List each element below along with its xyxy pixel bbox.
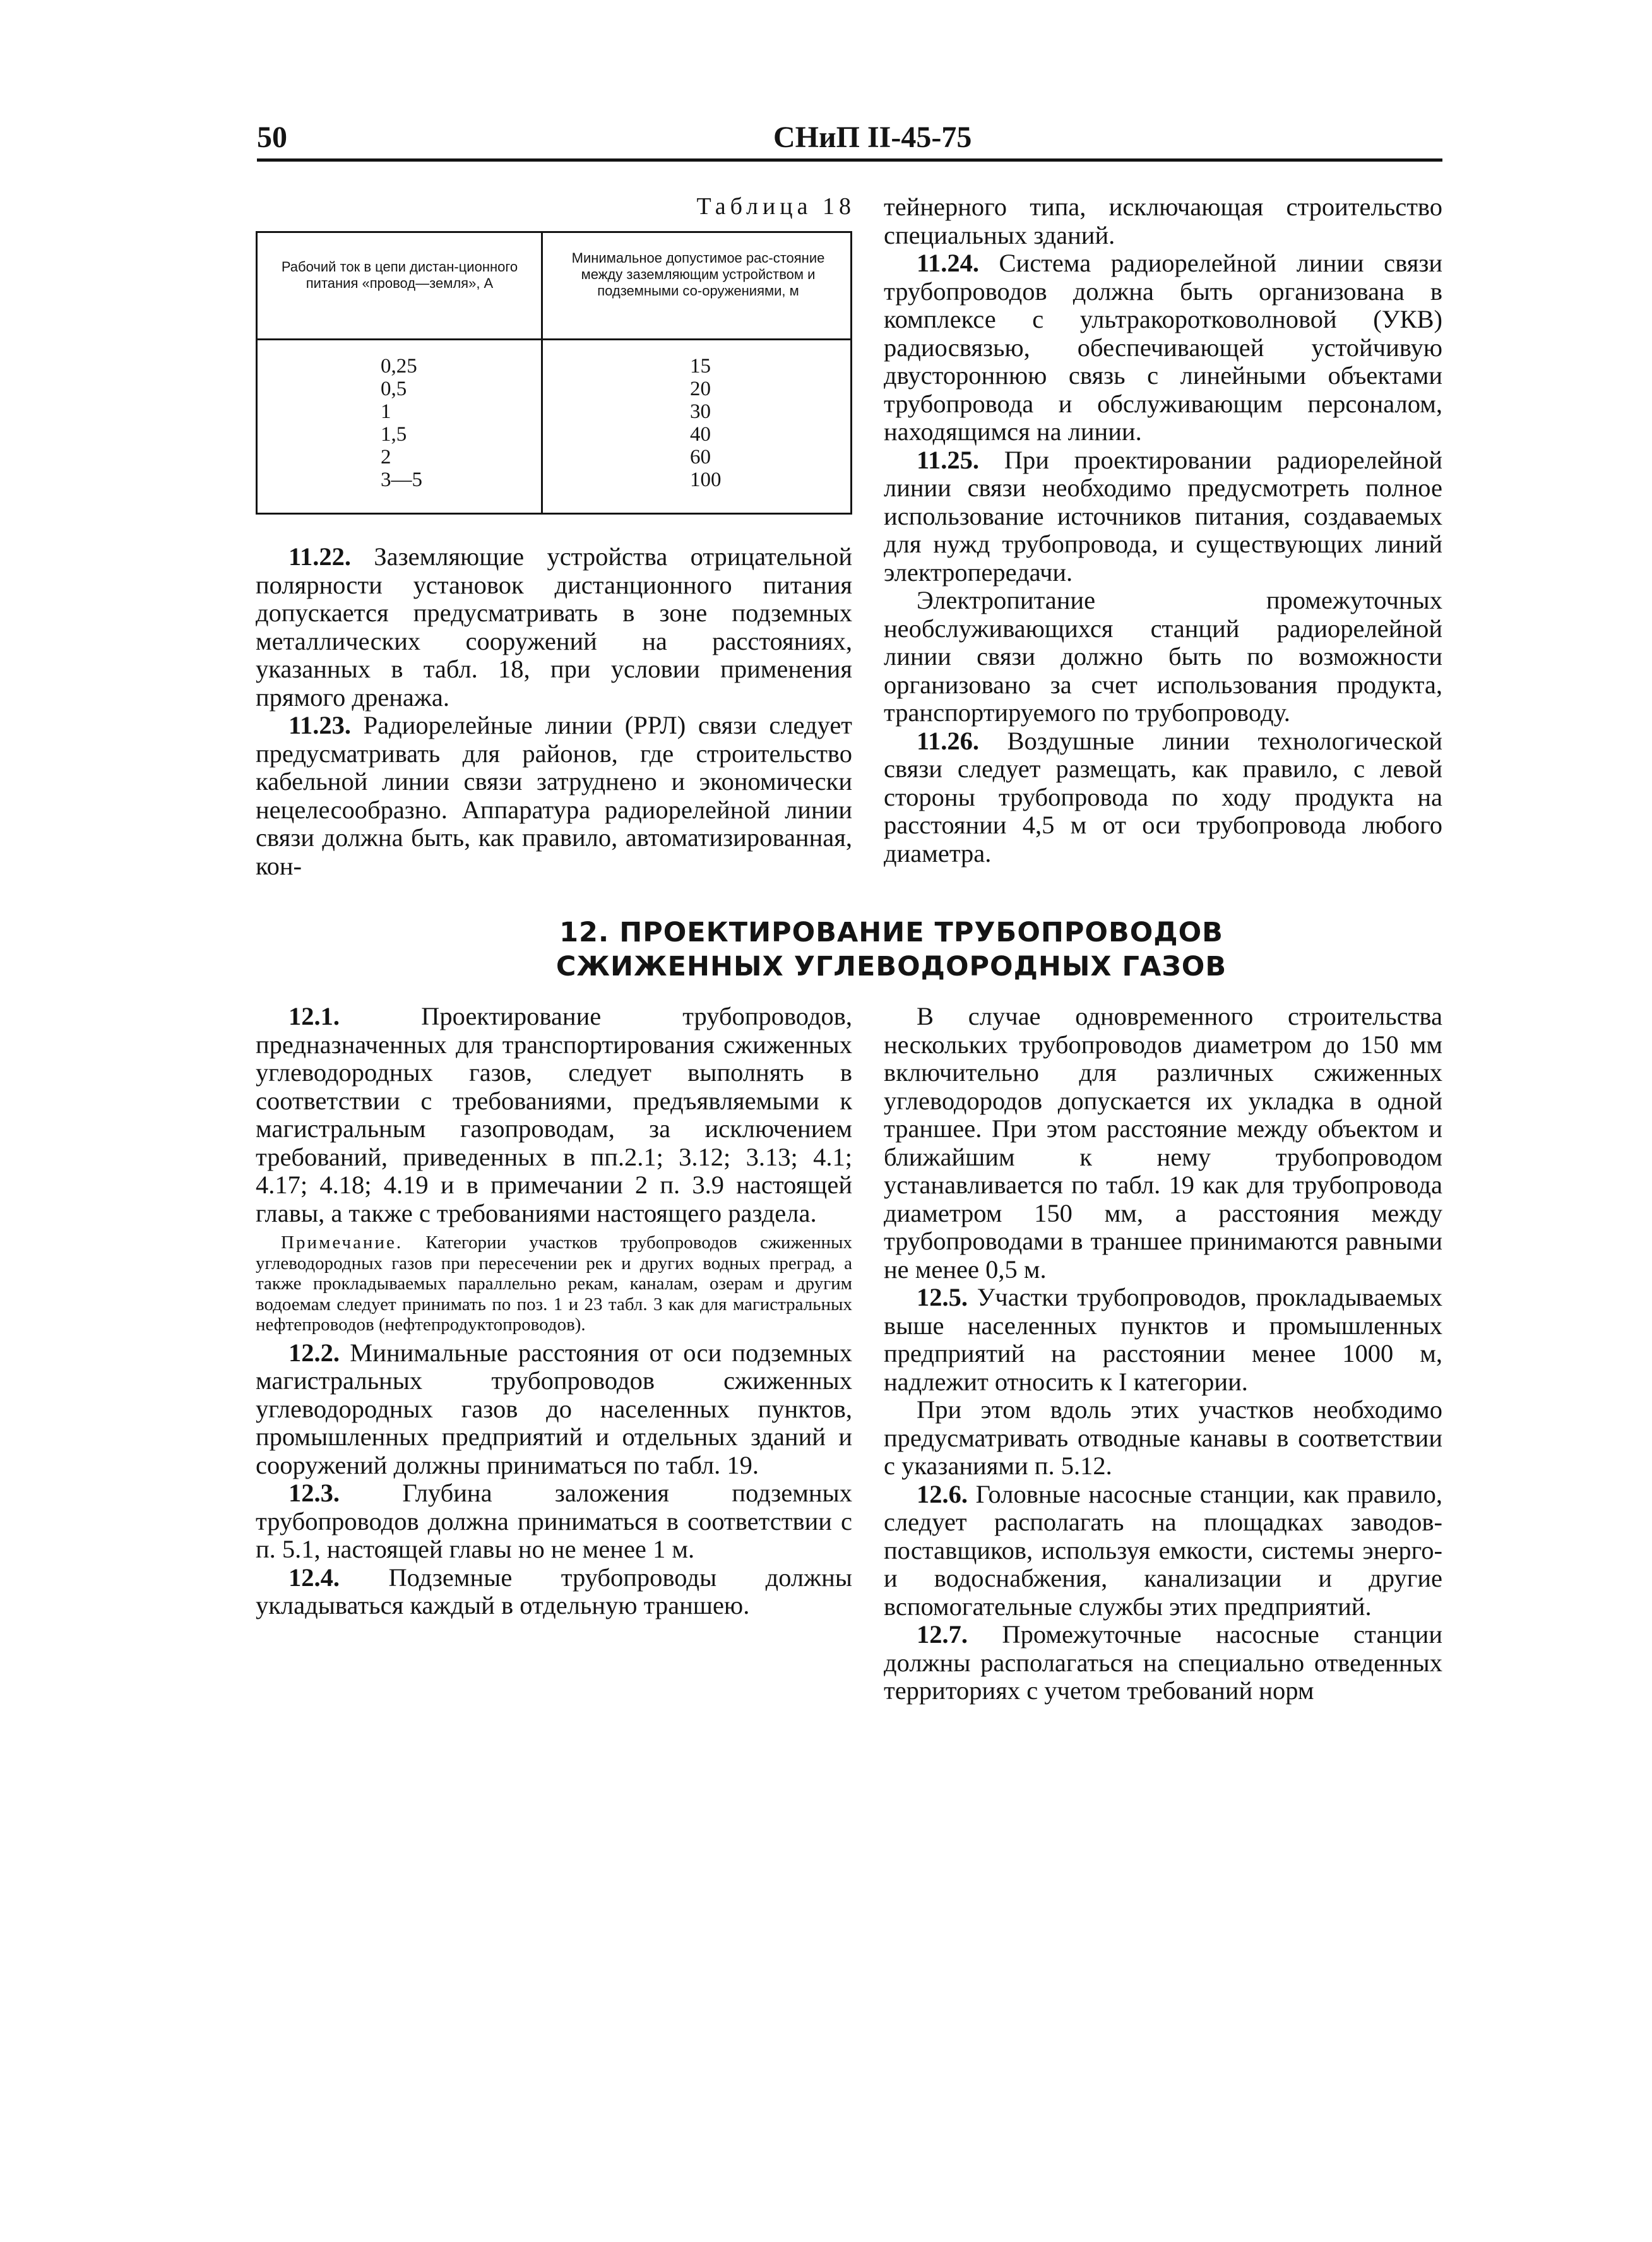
section-title <box>446 915 1336 984</box>
paragraph-11-22: 11.22. Заземляющие устройства отрицательной полярности установок дистанционного питания допускается предусматривать в зоне подземных металлических сооружений на расстояниях, указанных в табл. 18, при условии применения прямого дренажа. <box>256 542 852 712</box>
table-cell-distance: 40 <box>690 423 711 446</box>
table-cell-distance: 100 <box>690 468 722 491</box>
continued-text: В случае одновременного строительства нескольких трубопроводов диаметром до 150 мм включительно для различных сжиженных углеводородов допускается их укладка в одной траншее. При этом расстояние между объектом и ближайшим к нему трубопроводом устанавливается по табл. 19 как для трубопровода диаметром 150 мм, а расстояния между трубопроводами в траншее принимаются равными не менее 0,5 м. <box>884 1002 1442 1284</box>
header-rule <box>257 158 1442 162</box>
note-label: Примечание. <box>281 1232 403 1253</box>
clause-number: 11.24. <box>917 249 980 277</box>
table-header-current: Рабочий ток в цепи дистан-ционного питания «провод—земля», А <box>281 259 518 291</box>
table-cell-distance: 60 <box>690 446 711 468</box>
paragraph-11-23: 11.23. Радиорелейные линии (РРЛ) связи следует предусматривать для районов, где строительство кабельной линии связи затруднено и экономически нецелесообразно. Аппаратура радиорелейной линии связи должна быть, как правило, автоматизированная, кон- <box>256 711 852 880</box>
paragraph-12-4: 12.4. Подземные трубопроводы должны укладываться каждый в отдельную траншею. <box>256 1563 852 1619</box>
clause-number: 12.7. <box>917 1620 968 1649</box>
document-code: СНиП II-45-75 <box>773 121 972 154</box>
table-left-border <box>256 231 258 515</box>
table-cell-current: 2 <box>381 446 391 468</box>
table-cell-current: 0,5 <box>381 378 407 400</box>
clause-number: 12.4. <box>288 1563 340 1592</box>
table-cell-distance: 30 <box>690 400 711 423</box>
clause-number: 11.26. <box>917 726 980 755</box>
paragraph-12-5: 12.5. Участки трубопроводов, прокладываемых выше населенных пунктов и промышленных предприятий на расстоянии менее 1000 м, надлежит относить к I категории. <box>884 1283 1442 1396</box>
page-number: 50 <box>257 121 287 154</box>
paragraph-12-7: 12.7. Промежуточные насосные станции должны располагаться на специально отведенных территориях с учетом требований норм <box>884 1620 1442 1705</box>
clause-number: 12.1. <box>288 1002 340 1030</box>
paragraph-12-3: 12.3. Глубина заложения подземных трубопроводов должна приниматься в соответствии с п. 5.1, настоящей главы но не менее 1 м. <box>256 1479 852 1563</box>
top-left-column <box>256 543 852 880</box>
table-cell-current: 1 <box>381 400 391 423</box>
continued-text: тейнерного типа, исключающая строительство специальных зданий. <box>884 193 1442 249</box>
table-right-border <box>850 231 852 515</box>
table-header-divider <box>256 338 852 340</box>
table-caption: Таблица 18 <box>696 193 855 220</box>
note: Примечание. Категории участков трубопроводов сжиженных углеводородных газов при пересечении рек и других водных преград, а также прокладываемых параллельно рекам, каналам, озерам и другим водоемам следует принимать по поз. 1 и 23 табл. 3 как для магистральных нефтепроводов (нефтепродуктопроводов). <box>256 1232 852 1335</box>
clause-number: 11.23. <box>288 711 352 739</box>
table-cell-current: 0,25 <box>381 355 417 378</box>
section-title-line-2: СЖИЖЕННЫХ УГЛЕВОДОРОДНЫХ ГАЗОВ <box>556 951 1227 982</box>
bottom-left-column <box>256 1003 852 1620</box>
paragraph-11-25: 11.25. При проектировании радиорелейной линии связи необходимо предусмотреть полное использование источников питания, создаваемых для нужд трубопровода, и существующих линий электропередачи. <box>884 445 1443 587</box>
clause-number: 11.22. <box>288 542 352 571</box>
table-18 <box>256 231 852 515</box>
paragraph-11-24: 11.24. Система радиорелейной линии связи трубопроводов должна быть организована в комплексе с ультракоротковолновой (УКВ) радиосвязью, обеспечивающей устойчивую двустороннюю связь с линейными объектами трубопровода и обслуживающим персоналом, находящимся на линии. <box>884 249 1442 446</box>
table-bottom-border <box>256 513 852 515</box>
table-header-distance: Минимальное допустимое рас-стояние между заземляющим устройством и подземными со-оружениями, м <box>571 250 825 299</box>
table-cell-distance: 15 <box>690 355 711 378</box>
table-cell-distance: 20 <box>690 378 711 400</box>
table-column-divider <box>541 231 543 515</box>
top-right-column <box>884 193 1442 868</box>
paragraph-12-2: 12.2. Минимальные расстояния от оси подземных магистральных трубопроводов сжиженных углеводородных газов до населенных пунктов, промышленных предприятий и отдельных зданий и сооружений должны приниматься по табл. 19. <box>256 1338 852 1479</box>
paragraph-12-1: 12.1. Проектирование трубопроводов, предназначенных для транспортирования сжиженных углеводородных газов, следует выполнять в соответствии с требованиями, предъявляемыми к магистральным газопроводам, за исключением требований, приведенных в пп.2.1; 3.12; 3.13; 4.1; 4.17; 4.18; 4.19 и в примечании 2 п. 3.9 настоящей главы, а также с требованиями настоящего раздела. <box>256 1002 852 1227</box>
bottom-right-column <box>884 1003 1442 1705</box>
table-cell-current: 1,5 <box>381 423 407 446</box>
section-title-line-1: 12. ПРОЕКТИРОВАНИЕ ТРУБОПРОВОДОВ <box>559 917 1223 948</box>
paragraph-11-26: 11.26. Воздушные линии технологической связи следует размещать, как правило, с левой стороны трубопровода по ходу продукта на расстоянии 4,5 м от оси трубопровода любого диаметра. <box>884 726 1442 868</box>
clause-number: 12.5. <box>917 1283 968 1311</box>
clause-number: 12.2. <box>288 1338 340 1367</box>
clause-number: 12.3. <box>288 1479 340 1507</box>
clause-number: 11.25. <box>917 445 980 474</box>
table-cell-current: 3—5 <box>381 468 422 491</box>
clause-number: 12.6. <box>917 1479 968 1508</box>
table-top-border <box>256 231 852 233</box>
paragraph-power-supply: Электропитание промежуточных необслуживающихся станций радиорелейной линии связи должно быть по возможности организовано за счет использования продукта, транспортируемого по трубопроводу. <box>884 586 1442 727</box>
paragraph-ditches: При этом вдоль этих участков необходимо предусматривать отводные канавы в соответствии с указаниями п. 5.12. <box>884 1395 1442 1480</box>
paragraph-12-6: 12.6. Головные насосные станции, как правило, следует располагать на площадках заводов-поставщиков, используя емкости, системы энерго- и водоснабжения, канализации и другие вспомогательные службы этих предприятий. <box>884 1479 1443 1621</box>
